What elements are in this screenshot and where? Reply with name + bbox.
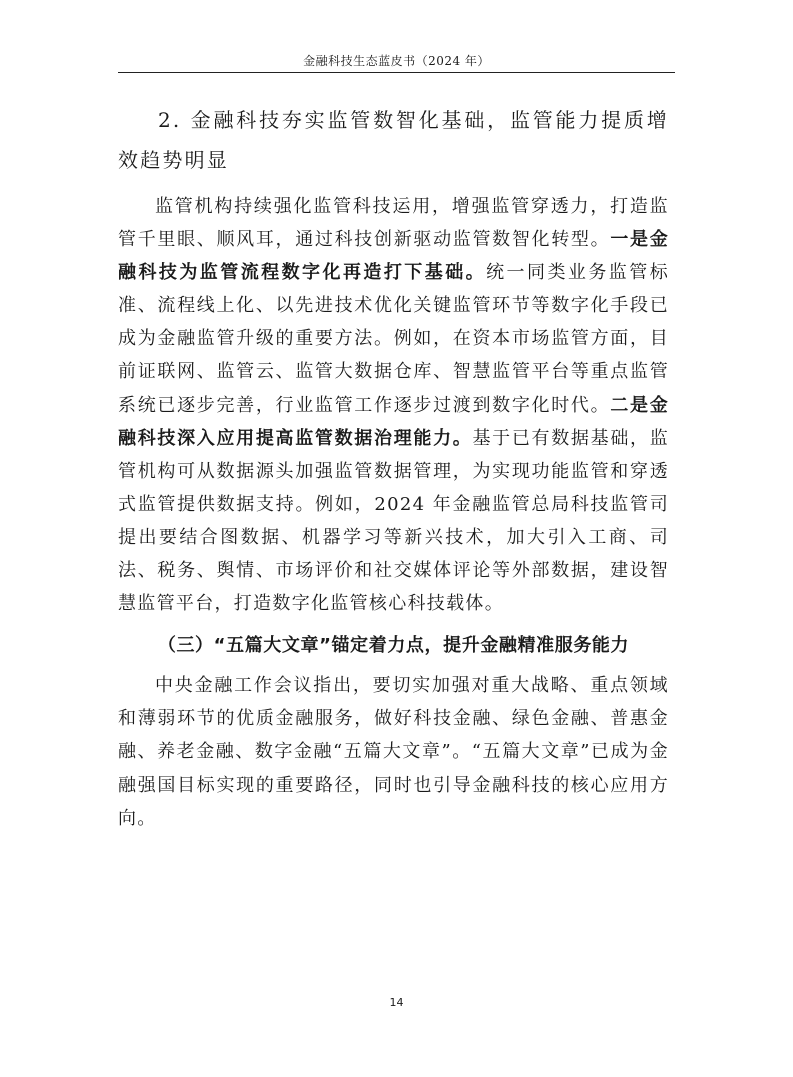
body-paragraph-2: 中央金融工作会议指出，要切实加强对重大战略、重点领域和薄弱环节的优质金融服务，做好科技金融、绿色金融、普惠金融、养老金融、数字金融“五篇大文章”。“五篇大文章”已成为金融强国目标实现的重要路径，同时也引导金融科技的核心应用方向。 [118,675,669,829]
subsection-heading: 2. 金融科技夯实监管数智化基础，监管能力提质增效趋势明显 [118,108,669,172]
page-body [118,100,669,835]
bold-key-point-2: 二是金融科技深入应用提高监管数据治理能力。 [118,394,669,449]
paragraph-text: 统一同类业务监管标准、流程线上化、以先进技术优化关键监管环节等数字化手段已成为金融监管升级的重要方法。例如，在资本市场监管方面，目前证联网、监管云、监管大数据仓库、智慧监管平台等重点监管系统已逐步完善，行业监管工作逐步过渡到数字化时代。 [118,262,669,416]
body-paragraph-1 [118,190,669,620]
paragraph-text: 基于已有数据基础，监管机构可从数据源头加强监管数据管理，为实现功能监管和穿透式监管提供数据支持。例如，2024 年金融监管总局科技监管司提出要结合图数据、机器学习等新兴技术，加大引入工商、司法、税务、舆情、市场评价和社交媒体评论等外部数据，建设智慧监管平台，打造数字化监管核心科技载体。 [118,427,669,615]
header-divider [118,72,675,73]
running-header: 金融科技生态蓝皮书（2024 年） [303,54,490,68]
page-number: 14 [389,996,404,1009]
bold-key-point-1: 一是金融科技为监管流程数字化再造打下基础。 [118,229,669,284]
paragraph-text: 监管机构持续强化监管科技运用，增强监管穿透力，打造监管千里眼、顺风耳，通过科技创新驱动监管数智化转型。 [118,196,669,251]
section-heading: （三）“五篇大文章”锚定着力点，提升金融精准服务能力 [157,635,630,657]
